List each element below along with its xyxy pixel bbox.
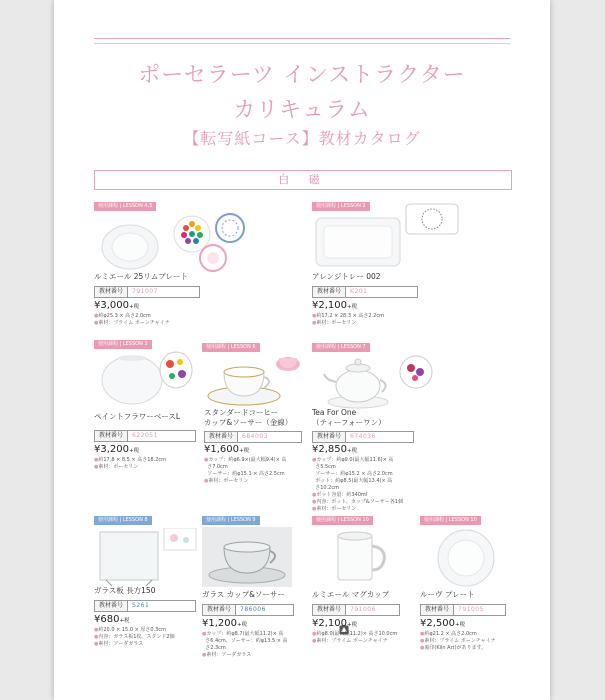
product-price	[94, 614, 130, 625]
top-rule-inner	[94, 43, 510, 44]
spec-line: ●約17.8 × 8.5 × 高さ18.2cm	[94, 457, 166, 463]
lesson-badge: 使用課程 | LESSON 7	[312, 343, 370, 352]
product-photo-glass-board	[98, 528, 198, 586]
product-name: Tea For One	[312, 408, 357, 417]
catalog-heading: 【転写紙コース】教材カタログ	[183, 129, 421, 148]
product-code-box	[94, 600, 196, 612]
code-label: 教材番号	[313, 605, 346, 615]
product-photo-plate	[428, 528, 504, 588]
product-photo-tea-for-one	[316, 350, 436, 410]
price-value: ¥2,500	[420, 618, 455, 629]
spec-line: さ5.5cm	[315, 464, 336, 470]
product-code-box	[420, 604, 506, 616]
spec-line: ●カップ：約φ9.0(最大幅11.6)× 高	[312, 457, 394, 463]
spec-line: ●約φ8.0(最大幅11.2)× 高さ10.0cm	[312, 631, 398, 637]
price-value: ¥2,850	[312, 444, 347, 455]
product-photo-tray	[314, 202, 464, 268]
spec-line: ●素材：ポーセリン	[204, 478, 249, 484]
code-label: 教材番号	[95, 287, 128, 297]
product-card[interactable]	[202, 516, 306, 666]
spec-line: さ7.0cm	[207, 464, 228, 470]
tax-note: +税	[237, 622, 248, 628]
product-name: ルミエール 25リムプレート	[94, 272, 188, 281]
product-code-box	[312, 286, 418, 298]
product-code: S261	[132, 602, 150, 609]
tax-note: +税	[455, 622, 466, 628]
product-name-line2: （ティーフォーワン）	[312, 418, 386, 427]
product-code: 684003	[242, 433, 268, 440]
spec-line: ●約17.2 × 28.3 × 高さ2.2cm	[312, 313, 384, 319]
spec-line: ●内容：ポット、カップ&ソーサー各1個	[312, 499, 403, 505]
product-card[interactable]	[202, 340, 306, 490]
code-label: 教材番号	[203, 605, 236, 615]
product-code-box	[202, 604, 294, 616]
product-card[interactable]	[312, 340, 432, 520]
product-photo-mug	[324, 530, 394, 586]
tax-note: +税	[129, 448, 140, 454]
product-price	[202, 618, 247, 629]
page-title: ポーセラーツ インストラクター	[138, 63, 466, 88]
product-name: ペイントフラワーベースL	[94, 412, 181, 421]
spec-line: ●素材：プライム ボーンチャイナ	[94, 320, 170, 326]
spec-line: ポット：約φ8.5(最大幅13.4)× 高	[315, 478, 393, 484]
price-value: ¥680	[94, 614, 120, 625]
code-label: 教材番号	[313, 432, 346, 442]
spec-line: ●素材：ポーセリン	[94, 464, 139, 470]
product-price	[312, 300, 357, 311]
product-specs	[312, 457, 403, 513]
product-specs	[202, 631, 288, 659]
product-code: 791006	[350, 606, 376, 613]
product-card[interactable]	[94, 340, 194, 480]
product-name: ガラス カップ&ソーサー	[202, 590, 285, 599]
product-specs	[94, 627, 175, 648]
lesson-badge: 使用課程 | LESSON 6	[202, 343, 260, 352]
product-code: 674036	[350, 433, 376, 440]
lesson-badge: 使用課程 | LESSON 3	[94, 340, 152, 349]
spec-line: ●約φ21.2 × 高さ2.0cm	[420, 631, 477, 637]
section-header-porcelain: 白 磁	[94, 170, 512, 190]
spec-line: ●素材：ポーセリン	[312, 506, 357, 512]
spec-line: ●素材：ソーダガラス	[202, 652, 252, 658]
spec-line: ●内容：ガラス板1枚、スタンド2個	[94, 634, 175, 640]
product-card[interactable]	[420, 516, 520, 666]
product-specs	[312, 631, 397, 645]
product-name-line2: カップ&ソーサー（金線）	[204, 418, 293, 427]
product-name: アレンジトレー 002	[312, 272, 381, 281]
tax-note: +税	[347, 304, 358, 310]
product-card[interactable]	[312, 516, 416, 666]
product-photo-coffee-cup	[204, 350, 304, 408]
page-subtitle: カリキュラム	[233, 98, 371, 123]
spec-line: ソーサー：約φ15.1 × 高さ2.5cm	[207, 471, 285, 477]
product-name: スタンダードコーヒー	[204, 408, 279, 417]
tax-note: +税	[347, 622, 358, 628]
lesson-badge: 使用課程 | LESSON 10	[312, 516, 373, 525]
price-value: ¥3,000	[94, 300, 129, 311]
product-code-box	[312, 431, 414, 443]
tax-note: +税	[239, 448, 250, 454]
product-card[interactable]	[94, 202, 284, 332]
spec-line: ●素材：ソーダガラス	[94, 641, 144, 647]
spec-line: さ10.2cm	[315, 485, 339, 491]
product-price	[312, 444, 357, 455]
price-value: ¥3,200	[94, 444, 129, 455]
price-value: ¥1,600	[204, 444, 239, 455]
spec-line: さ2.3cm	[205, 645, 226, 651]
product-name: ルーヴ プレート	[420, 590, 475, 599]
product-price	[204, 444, 249, 455]
product-code: 786006	[240, 606, 266, 613]
price-value: ¥2,100	[312, 300, 347, 311]
tax-note: +税	[347, 448, 358, 454]
spec-line: ●カップ：約φ6.9×(最大幅9.4)× 高	[204, 457, 287, 463]
lesson-badge: 使用課程 | LESSON 10	[420, 516, 481, 525]
product-price	[312, 618, 357, 629]
spec-line: ●裏印(Kiln Art)があります。	[420, 645, 487, 651]
product-name: ルミエール マグカップ	[312, 590, 390, 599]
code-label: 教材番号	[421, 605, 454, 615]
product-specs	[94, 313, 170, 327]
code-label: 教材番号	[95, 431, 128, 441]
product-code: 791007	[132, 288, 158, 295]
product-code: 622051	[132, 432, 158, 439]
code-label: 教材番号	[313, 287, 346, 297]
lesson-badge: 使用課程 | LESSON 9	[202, 516, 260, 525]
lesson-badge: 使用課程 | LESSON 2	[312, 202, 370, 211]
product-code: K201	[350, 288, 368, 295]
product-code-box	[312, 604, 400, 616]
catalog-page	[54, 0, 550, 700]
product-code-box	[204, 431, 302, 443]
spec-line: ●ポット容量：約340ml	[312, 492, 368, 498]
lesson-badge: 使用課程 | LESSON 8	[94, 516, 152, 525]
product-specs	[312, 313, 384, 327]
product-price	[94, 444, 139, 455]
product-card[interactable]	[312, 202, 502, 332]
product-photo-vase	[100, 350, 195, 406]
spec-line: さ6.4cm、ソーサー：約φ13.5 × 高	[205, 638, 288, 644]
spec-line: ●素材：プライム ボーンチャイナ	[312, 638, 388, 644]
spec-line: ●約φ25.3 × 高さ2.0cm	[94, 313, 151, 319]
product-price	[94, 300, 139, 311]
product-card[interactable]	[94, 516, 198, 666]
product-specs	[420, 631, 496, 652]
product-specs	[94, 457, 166, 471]
spec-line: ●カップ：約φ8.7(最大幅11.2)× 高	[202, 631, 284, 637]
product-code: 791005	[458, 606, 484, 613]
product-price	[420, 618, 465, 629]
code-label: 教材番号	[95, 601, 128, 611]
tax-note: +税	[129, 304, 140, 310]
product-code-box	[94, 286, 200, 298]
product-name: ガラス板 長方150	[94, 586, 156, 595]
price-value: ¥2,100	[312, 618, 347, 629]
spec-line: ソーサー：約φ15.2 × 高さ2.0cm	[315, 471, 393, 477]
spec-line: ●約20.0 × 15.0 × 厚さ0.3cm	[94, 627, 166, 633]
code-label: 教材番号	[205, 432, 238, 442]
product-photo-rim-plate	[100, 212, 250, 272]
price-value: ¥1,200	[202, 618, 237, 629]
product-specs	[204, 457, 286, 485]
lesson-badge: 使用課程 | LESSON 4,5	[94, 202, 156, 211]
spec-line: ●素材：プライム ボーンチャイナ	[420, 638, 496, 644]
tax-note: +税	[119, 618, 130, 624]
product-code-box	[94, 430, 196, 442]
top-rule	[94, 38, 510, 39]
spec-line: ●素材：ポーセリン	[312, 320, 357, 326]
product-photo-glass-cup	[202, 527, 292, 587]
